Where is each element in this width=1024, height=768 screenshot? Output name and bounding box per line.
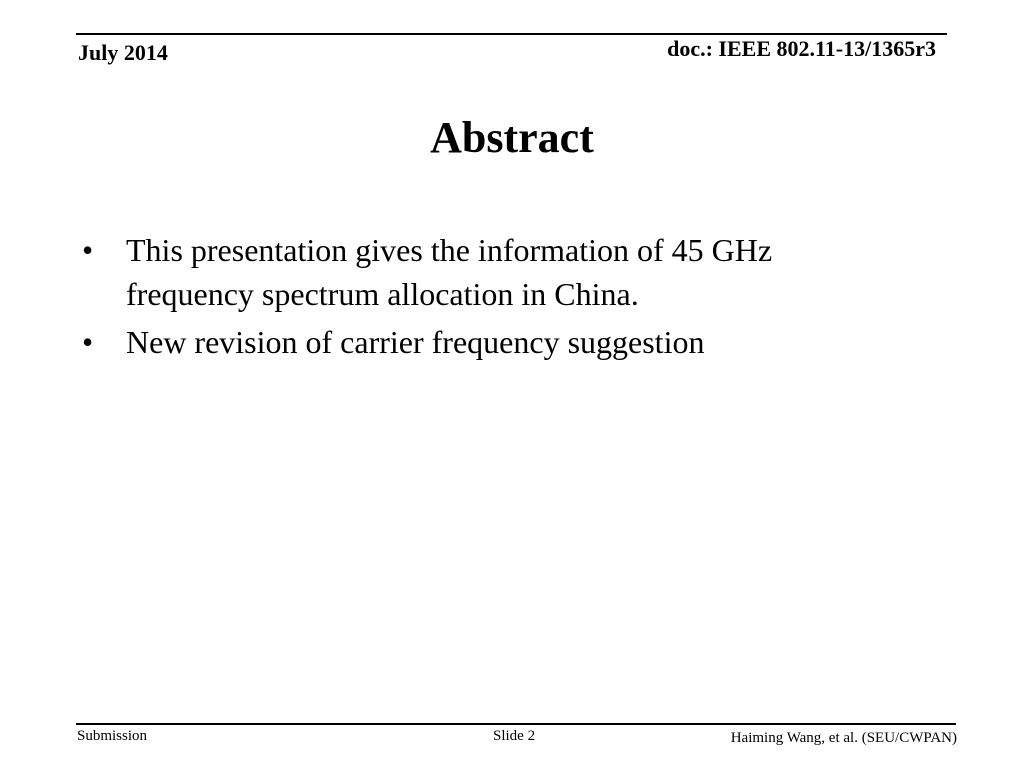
footer-slide-number: Slide 2	[493, 728, 536, 744]
footer-rule	[76, 723, 956, 725]
bullet-text: This presentation gives the information of 45 GHz frequency spectrum allocation in China.	[126, 232, 773, 312]
bullet-icon: •	[82, 324, 94, 360]
footer-submission: Submission	[77, 728, 148, 744]
bullet-item	[82, 228, 882, 316]
footer-authors: Haiming Wang, et al. (SEU/CWPAN)	[730, 730, 957, 746]
bullet-icon: •	[82, 232, 94, 268]
header-rule	[76, 33, 947, 35]
bullet-item	[82, 320, 882, 364]
slide-title: Abstract	[430, 113, 594, 162]
bullet-text: New revision of carrier frequency suggestion	[126, 324, 705, 360]
bullet-list	[82, 228, 882, 368]
header-date: July 2014	[78, 40, 168, 65]
header-doc-id: doc.: IEEE 802.11-13/1365r3	[667, 36, 936, 61]
